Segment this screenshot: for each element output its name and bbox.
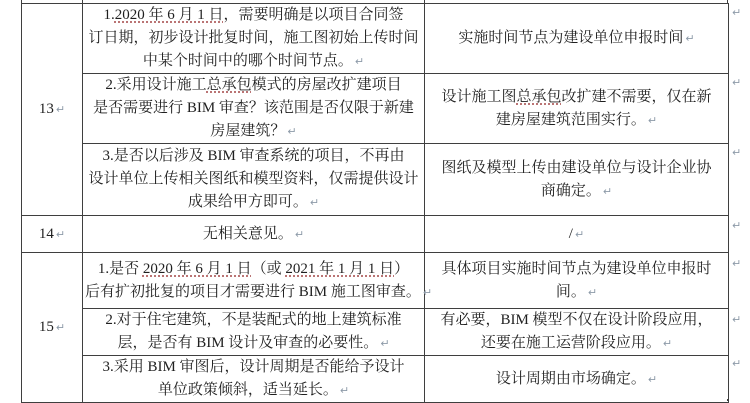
text-line <box>85 258 422 281</box>
answer-cell-13-3[interactable] <box>425 144 729 216</box>
text-segment: 建房屋建筑范围实行。 <box>495 111 646 128</box>
text-segment: 模式的房屋改扩建项目 <box>251 77 402 93</box>
end-of-row-mark: ↵ <box>732 257 742 270</box>
text-line: 设计单位上传相关图纸和模型资料，仅需提供设计 <box>88 171 419 187</box>
text-line: 订日期，初步设计批复时间，施工图初始上传时间 <box>88 30 419 46</box>
question-cell-15-2[interactable] <box>83 309 425 356</box>
paragraph-mark: ↵ <box>354 55 365 68</box>
text-line <box>85 281 433 304</box>
end-of-row-mark: ↵ <box>732 313 742 326</box>
text-line <box>427 180 726 203</box>
end-of-row-mark: ↵ <box>732 219 742 232</box>
text-line <box>85 4 422 27</box>
paragraph-mark: ↵ <box>380 337 390 350</box>
text-segment: 无相关意见。 <box>202 225 293 242</box>
text-line <box>85 332 422 355</box>
text-segment: 设计周期由市场确定。 <box>495 370 646 387</box>
grammar-marked-text: 2020 年 6 月 1 日 <box>114 7 224 23</box>
row-number-cell-13[interactable] <box>22 4 83 216</box>
text-line <box>427 332 726 355</box>
text-segment: 1. <box>103 7 115 23</box>
review-comments-table <box>21 3 729 403</box>
paragraph-mark: ↵ <box>602 184 613 198</box>
text-segment: ，需要明确是以项目合同签 <box>223 7 404 23</box>
question-cell-13-1[interactable] <box>83 4 425 74</box>
text-line: 有必要，BIM 模型不仅在设计阶段应用， <box>440 312 713 328</box>
text-segment: ） <box>394 260 410 277</box>
text-line <box>427 281 726 304</box>
text-segment: 1.是否 <box>97 260 143 277</box>
text-segment: 层，是否有 BIM 设计及审查的必要性。 <box>117 335 379 351</box>
paragraph-mark: ↵ <box>647 113 658 127</box>
paragraph-mark: ↵ <box>287 125 297 138</box>
question-cell-14[interactable] <box>83 216 425 253</box>
text-line <box>85 223 422 246</box>
question-cell-13-2[interactable] <box>83 74 425 144</box>
paragraph-mark: ↵ <box>55 321 66 334</box>
answer-cell-15-2[interactable] <box>425 309 729 356</box>
text-segment: 单位政策倾斜，适当延长。 <box>157 382 338 398</box>
text-line: 是否需要进行 BIM 审查？该范围是否仅限于新建 <box>93 100 414 116</box>
text-line: 3.采用 BIM 审图后，设计周期是否能给予设计 <box>102 359 405 375</box>
text-line: 3.是否以后涉及 BIM 审查系统的项目，不再由 <box>102 148 405 164</box>
paragraph-mark: ↵ <box>309 196 320 209</box>
row-number: 14 <box>38 225 54 242</box>
answer-cell-13-2[interactable] <box>425 74 729 144</box>
row-number-cell-14[interactable] <box>22 216 83 253</box>
text-segment: 还要在施工运营阶段应用。 <box>480 335 661 351</box>
paragraph-mark: ↵ <box>422 285 433 299</box>
text-segment: （或 <box>251 260 286 277</box>
grammar-marked-text: 2020 年 6 月 1 日 <box>142 260 252 277</box>
row-number: 15 <box>38 319 54 335</box>
end-of-row-mark: ↵ <box>732 6 742 19</box>
answer-cell-14[interactable] <box>425 216 729 253</box>
grammar-marked-text: 2021 年 1 月 1 日 <box>285 260 395 277</box>
text-line: 图纸及模型上传由建设单位与设计企业协 <box>441 159 712 176</box>
text-line <box>85 50 422 73</box>
paragraph-mark: ↵ <box>294 227 305 241</box>
answer-cell-13-1[interactable] <box>425 4 729 74</box>
text-line <box>85 191 422 214</box>
text-line <box>85 379 422 402</box>
row-number: 13 <box>38 101 54 117</box>
text-segment: 间。 <box>555 283 586 300</box>
answer-cell-15-3[interactable] <box>425 356 729 403</box>
text-line <box>85 120 422 143</box>
text-line <box>427 368 726 391</box>
text-line <box>427 223 726 246</box>
question-cell-13-3[interactable] <box>83 144 425 216</box>
paragraph-mark: ↵ <box>587 285 598 299</box>
grammar-marked-text: 总承包 <box>206 77 252 93</box>
text-segment: 商确定。 <box>540 182 601 199</box>
paragraph-mark: ↵ <box>574 227 585 241</box>
end-of-row-mark: ↵ <box>732 146 742 159</box>
text-line <box>427 86 726 109</box>
text-segment: 设计施工图 <box>441 88 517 105</box>
text-line: 2.对于住宅建筑，不是装配式的地上建筑标准 <box>105 312 402 328</box>
text-segment: 后有扩初批复的项目才需要进行 BIM 施工图审查。 <box>85 283 421 300</box>
question-cell-15-3[interactable] <box>83 356 425 403</box>
text-segment: 成果给甲方即可。 <box>187 194 308 210</box>
text-segment: 改扩建不需要，仅在新 <box>561 88 712 105</box>
paragraph-mark: ↵ <box>685 32 695 45</box>
text-line <box>427 109 726 132</box>
paragraph-mark: ↵ <box>55 227 66 241</box>
paragraph-mark: ↵ <box>647 372 658 386</box>
paragraph-mark: ↵ <box>339 384 350 397</box>
text-line <box>85 74 422 97</box>
text-segment: / <box>568 225 573 242</box>
row-number-cell-15[interactable] <box>22 253 83 403</box>
answer-cell-15-1[interactable] <box>422 253 729 309</box>
end-of-row-mark: ↵ <box>732 357 742 370</box>
grammar-marked-text: 总承包 <box>516 88 562 105</box>
paragraph-mark: ↵ <box>662 337 673 350</box>
text-segment: 中某个时间中的哪个时间节点。 <box>142 53 353 69</box>
paragraph-mark: ↵ <box>55 103 66 116</box>
end-of-row-mark: ↵ <box>732 76 742 89</box>
text-segment: 实施时间节点为建设单位申报时间 <box>458 30 684 46</box>
question-cell-15-1[interactable] <box>83 253 433 309</box>
text-line: 具体项目实施时间节点为建设单位申报时 <box>441 260 712 277</box>
text-segment: 2.采用设计施工 <box>105 77 207 93</box>
text-segment: 房屋建筑？ <box>210 123 286 139</box>
text-line <box>427 27 726 50</box>
